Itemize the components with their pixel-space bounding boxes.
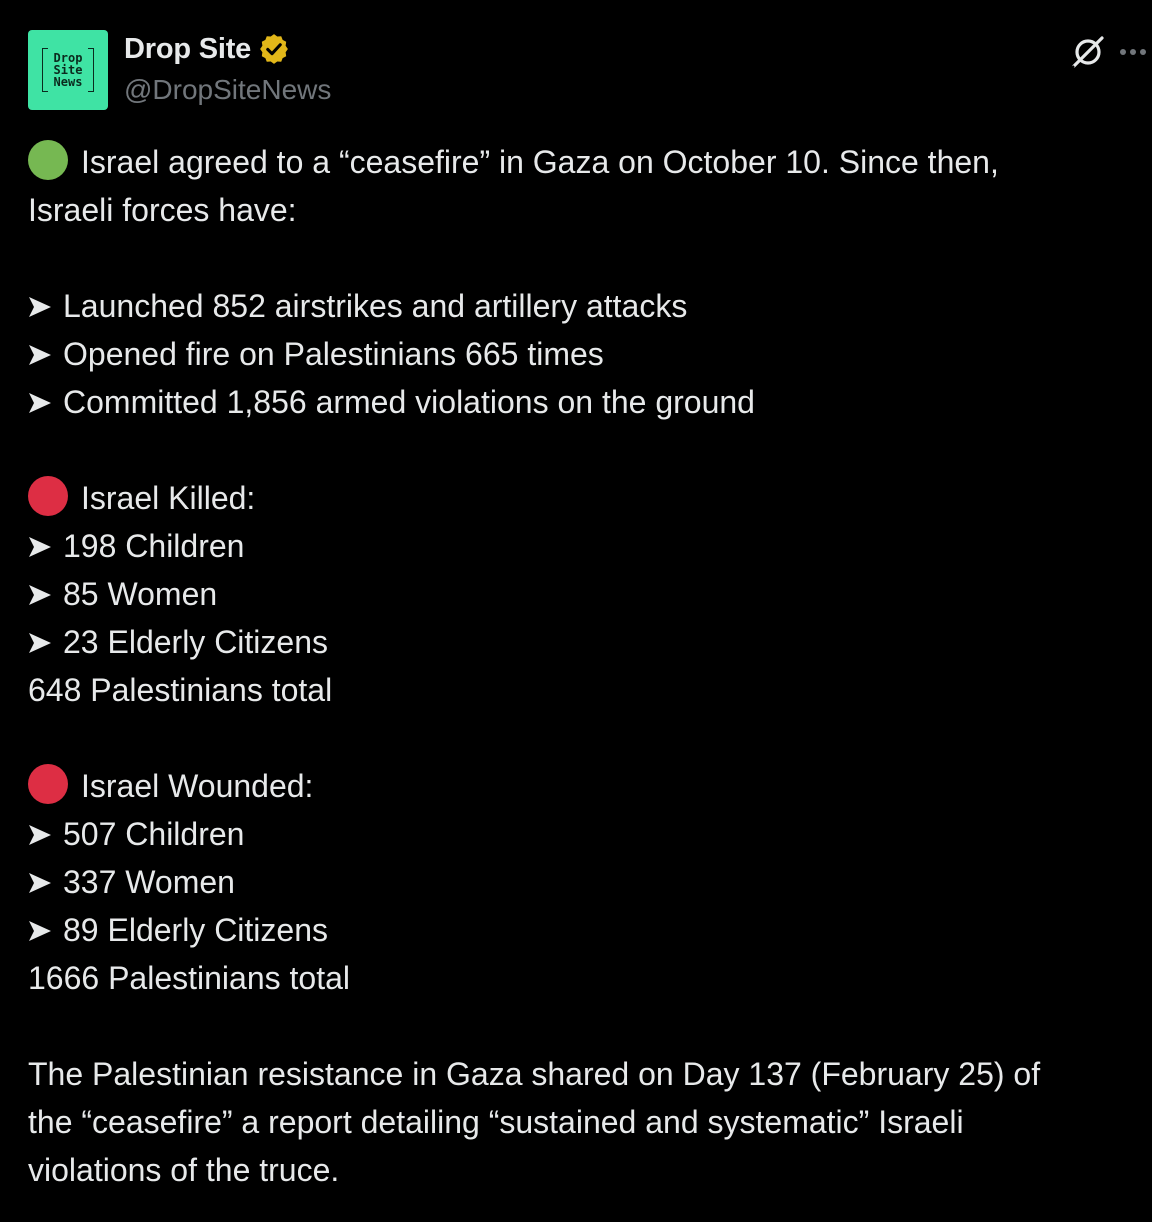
more-options-button[interactable] <box>1120 34 1152 70</box>
arrowhead-icon <box>28 583 52 607</box>
wounded-item <box>28 810 1128 858</box>
action-text: Launched 852 airstrikes and artillery attacks <box>63 288 688 324</box>
killed-item <box>28 570 1128 618</box>
action-item <box>28 282 1128 330</box>
closing-line: the “ceasefire” a report detailing “sustained and systematic” Israeli <box>28 1104 964 1140</box>
more-options-dot <box>1140 49 1146 55</box>
blank-line <box>28 234 1128 282</box>
wounded-text: 507 Children <box>63 816 245 852</box>
more-options-icon <box>1120 49 1126 55</box>
wounded-heading-text: Israel Wounded: <box>81 768 314 804</box>
avatar-logo-line: Site <box>53 63 83 77</box>
arrowhead-icon <box>28 919 52 943</box>
wounded-total: 1666 Palestinians total <box>28 960 350 996</box>
blank-line <box>28 426 1128 474</box>
killed-text: 23 Elderly Citizens <box>63 624 328 660</box>
killed-total: 648 Palestinians total <box>28 672 333 708</box>
red-circle-icon <box>28 476 68 516</box>
post-header <box>28 30 1152 110</box>
red-circle-icon <box>28 764 68 804</box>
killed-item <box>28 618 1128 666</box>
action-text: Committed 1,856 armed violations on the ground <box>63 384 755 420</box>
author-handle[interactable]: @DropSiteNews <box>124 74 332 105</box>
arrowhead-icon <box>28 295 52 319</box>
killed-text: 198 Children <box>63 528 245 564</box>
arrowhead-icon <box>28 823 52 847</box>
grok-button[interactable] <box>1068 32 1108 72</box>
avatar-logo-line: Drop <box>53 51 83 65</box>
killed-text: 85 Women <box>63 576 218 612</box>
arrowhead-icon <box>28 631 52 655</box>
verified-badge-icon[interactable] <box>257 32 291 66</box>
post-text <box>28 138 1128 1194</box>
wounded-item <box>28 906 1128 954</box>
closing-line: The Palestinian resistance in Gaza shared on Day 137 (February 25) of <box>28 1056 1041 1092</box>
arrowhead-icon <box>28 343 52 367</box>
wounded-text: 337 Women <box>63 864 235 900</box>
action-text: Opened fire on Palestinians 665 times <box>63 336 604 372</box>
killed-item <box>28 522 1128 570</box>
author-name-row <box>124 32 291 66</box>
more-options-dot <box>1130 49 1136 55</box>
action-item <box>28 330 1128 378</box>
avatar-logo-line: News <box>53 75 83 89</box>
intro-line <box>28 138 1128 186</box>
avatar-logo <box>42 44 94 96</box>
killed-heading <box>28 474 1128 522</box>
blank-line <box>28 714 1128 762</box>
avatar[interactable] <box>28 30 108 110</box>
arrowhead-icon <box>28 535 52 559</box>
wounded-heading <box>28 762 1128 810</box>
wounded-text: 89 Elderly Citizens <box>63 912 328 948</box>
author-display-name[interactable]: Drop Site <box>124 32 252 65</box>
killed-heading-text: Israel Killed: <box>81 480 256 516</box>
intro-text: Israel agreed to a “ceasefire” in Gaza on October 10. Since then, <box>81 144 999 180</box>
blank-line <box>28 1002 1128 1050</box>
wounded-item <box>28 858 1128 906</box>
arrowhead-icon <box>28 391 52 415</box>
arrowhead-icon <box>28 871 52 895</box>
intro-line: Israeli forces have: <box>28 192 297 228</box>
green-circle-icon <box>28 140 68 180</box>
closing-line: violations of the truce. <box>28 1152 340 1188</box>
grok-icon <box>1070 34 1106 70</box>
action-item <box>28 378 1128 426</box>
